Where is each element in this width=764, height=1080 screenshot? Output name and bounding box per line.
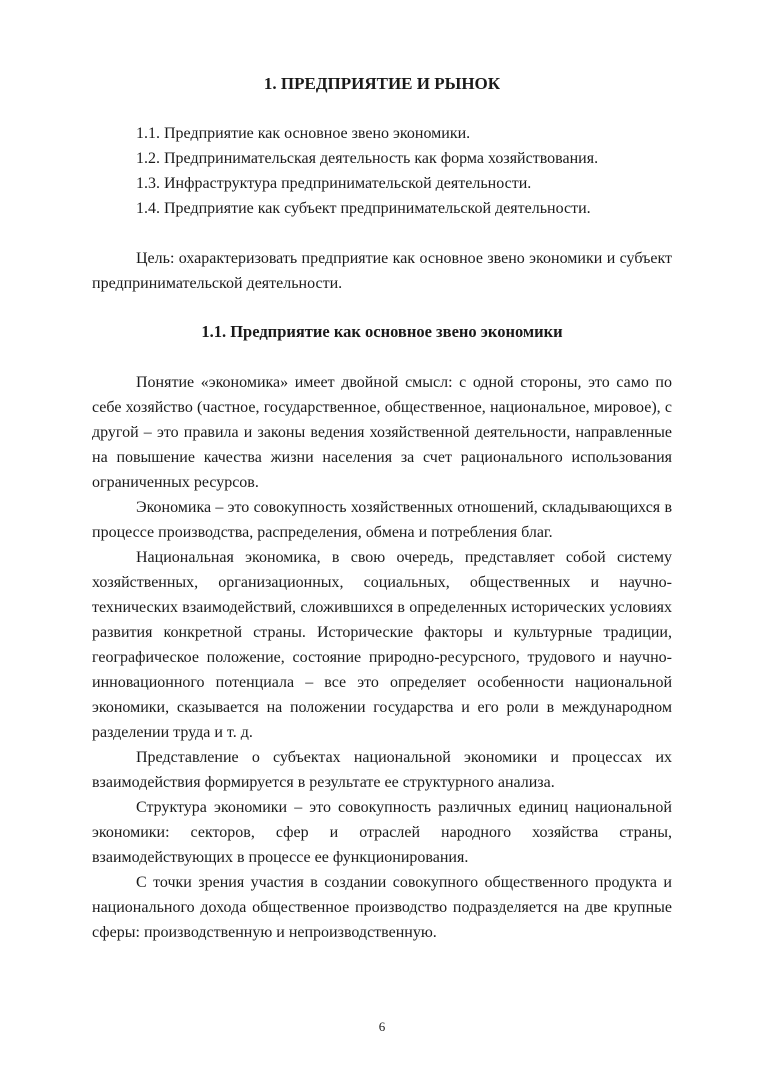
contents-item: 1.4. Предприятие как субъект предпринимательской деятельности. [136, 200, 591, 217]
contents-item: 1.1. Предприятие как основное звено экономики. [136, 125, 471, 142]
contents-item: 1.2. Предпринимательская деятельность как форма хозяйствования. [136, 150, 599, 167]
section-body [92, 370, 672, 945]
chapter-contents-list [136, 121, 696, 221]
paragraph: Представление о субъектах национальной экономики и процессах их взаимодействия формируется в результате ее структурного анализа. [92, 749, 672, 791]
paragraph: Структура экономики – это совокупность различных единиц национальной экономики: секторов, сфер и отраслей народного хозяйства страны, взаимодействующих в процессе ее функционирования. [92, 799, 672, 866]
section-title: 1.1. Предприятие как основное звено экономики [201, 322, 563, 341]
page-number: 6 [378, 1019, 386, 1034]
paragraph: С точки зрения участия в создании совокупного общественного продукта и национального дохода общественное производство подразделяется на две крупные сферы: производственную и непроизводственную. [92, 874, 672, 941]
paragraph: Экономика – это совокупность хозяйственных отношений, складывающихся в процессе производства, распределения, обмена и потребления благ. [92, 499, 672, 541]
paragraph: Национальная экономика, в свою очередь, представляет собой систему хозяйственных, организационных, социальных, общественных и научно-технических взаимодействий, сложившихся в определенных исторических условиях развития конкретной страны. Исторические факторы и культурные традиции, географическое положение, состояние природно-ресурсного, трудового и научно-инновационного потенциала – все это определяет особенности национальной экономики, сказывается на положении государства и его роли в международном разделении труда и т. д. [92, 549, 672, 741]
paragraph: Понятие «экономика» имеет двойной смысл: с одной стороны, это само по себе хозяйство (частное, государственное, общественное, национальное, мировое), с другой – это правила и законы ведения хозяйственной деятельности, направленные на повышение качества жизни населения за счет рационального использования ограниченных ресурсов. [92, 374, 672, 491]
chapter-goal: Цель: охарактеризовать предприятие как основное звено экономики и субъект предпринимательской деятельности. [92, 250, 672, 292]
contents-item: 1.3. Инфраструктура предпринимательской деятельности. [136, 175, 532, 192]
chapter-title: 1. ПРЕДПРИЯТИЕ И РЫНОК [263, 74, 501, 93]
